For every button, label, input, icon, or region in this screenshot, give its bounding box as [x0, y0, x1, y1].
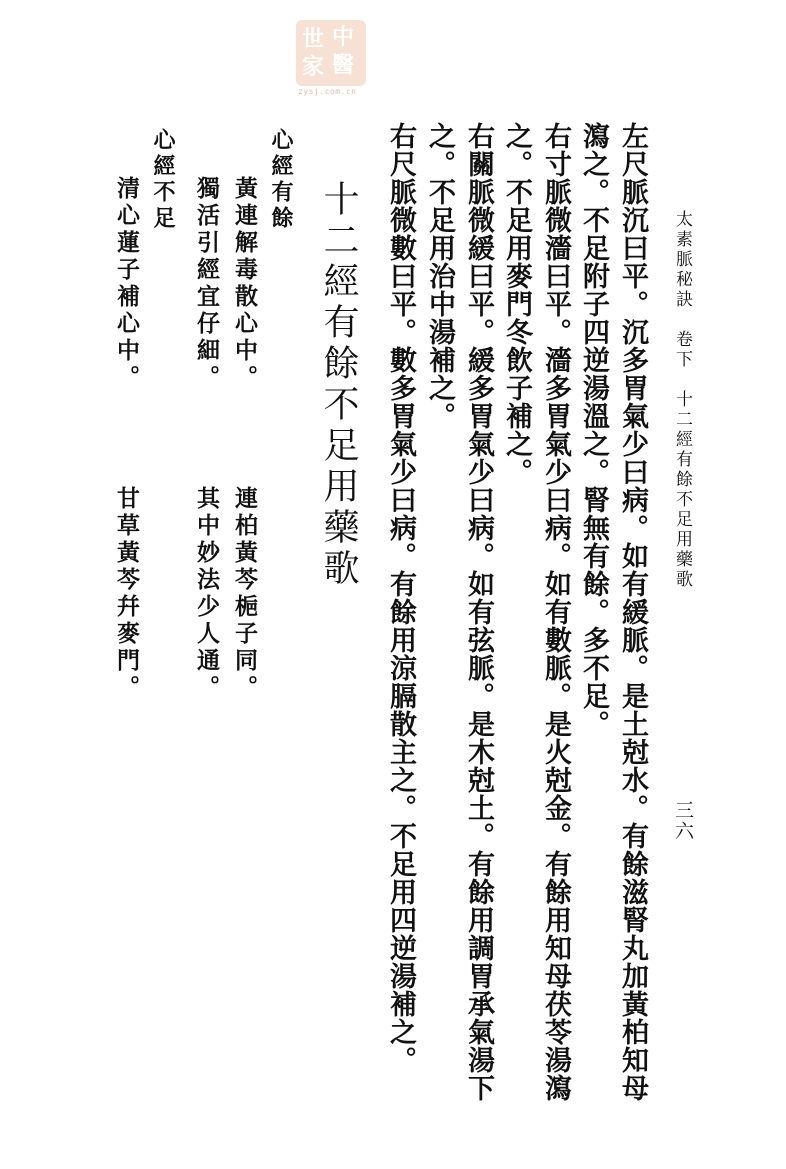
- watermark-logo: [296, 20, 366, 86]
- song-heading-heart-deficiency: 心經不足: [150, 128, 176, 232]
- verse-line-bottom: 其中妙法少人通。: [193, 486, 220, 702]
- body-line: 瀉之。不足附子四逆湯溫之。腎無有餘。多不足。: [578, 122, 609, 738]
- section-title: 十二經有餘不足用藥歌: [318, 180, 359, 590]
- body-line: 右寸脈微濇曰平。濇多胃氣少曰病。如有數脈。是火尅金。有餘用知母茯苓湯瀉: [540, 122, 571, 1102]
- watermark-url: zysj.com.cn: [298, 87, 357, 96]
- body-line: 左尺脈沉曰平。沉多胃氣少曰病。如有緩脈。是土尅水。有餘滋腎丸加黃柏知母: [617, 122, 648, 1102]
- verse-line-bottom: 甘草黃芩幷麥門。: [113, 486, 140, 702]
- body-line: 之。不足用麥門冬飲子補之。: [501, 122, 532, 486]
- body-line: 右關脈微緩曰平。緩多胃氣少曰病。如有弦脈。是木尅土。有餘用調胃承氣湯下: [463, 122, 494, 1102]
- verse-line-bottom: 連柏黃芩梔子同。: [231, 486, 258, 702]
- body-line: 之。不足用治中湯補之。: [424, 122, 455, 430]
- watermark-char: 世: [302, 26, 325, 52]
- watermark-char: 家: [302, 54, 325, 80]
- verse-line-top: 獨活引經宜仔細。: [193, 176, 220, 392]
- running-title: 太素脈秘訣 卷下 十二經有餘不足用藥歌: [672, 210, 692, 590]
- watermark-char: 中: [332, 24, 355, 50]
- verse-line-top: 清心蓮子補心中。: [113, 176, 140, 392]
- page-number: 三六: [672, 800, 694, 842]
- body-line: 右尺脈微數曰平。數多胃氣少曰病。有餘用涼膈散主之。不足用四逆湯補之。: [385, 122, 416, 1074]
- watermark-char: 醫: [332, 52, 355, 78]
- song-heading-heart-excess: 心經有餘: [268, 128, 294, 232]
- verse-line-top: 黃連解毒散心中。: [231, 176, 258, 392]
